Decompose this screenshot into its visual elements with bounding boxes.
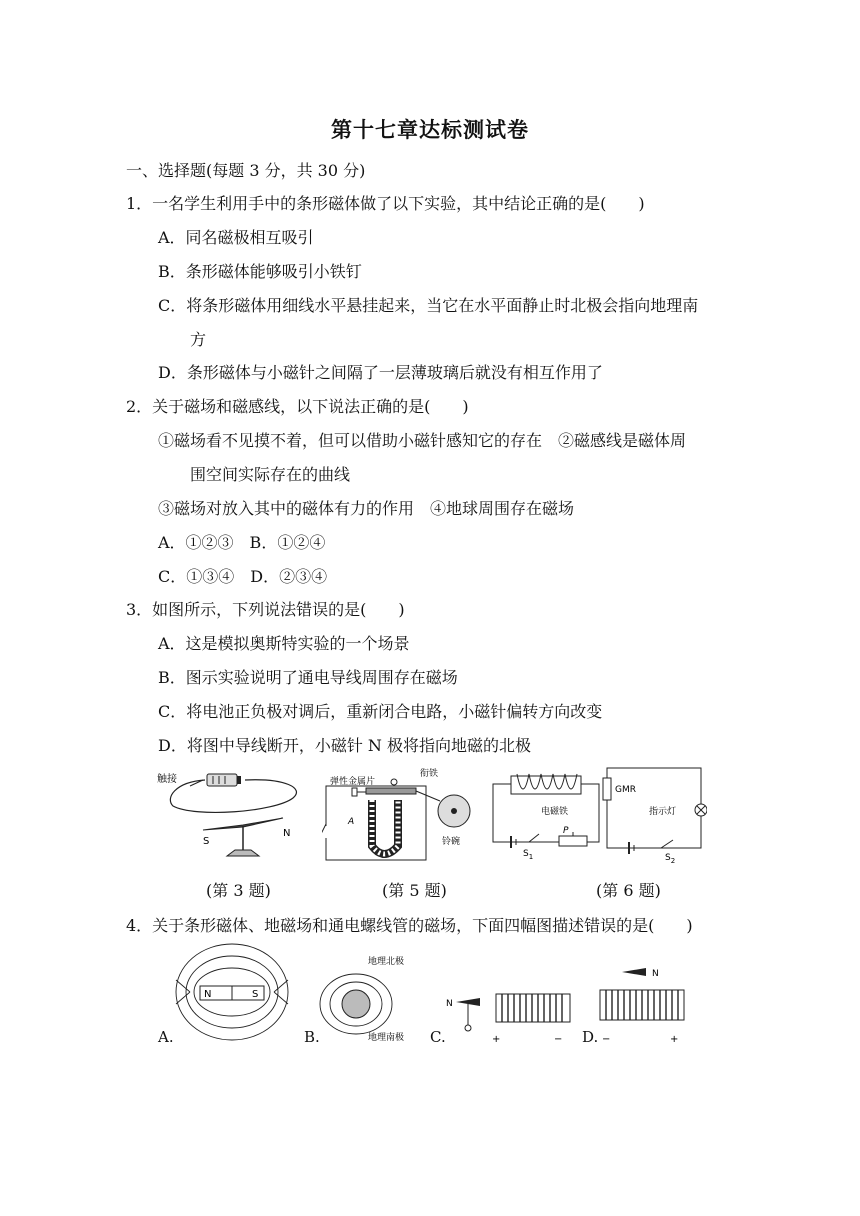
q4c-n-label: N (446, 999, 453, 1009)
q1-option-c-cont: 方 (190, 330, 207, 349)
q4d-minus-label: − (602, 1034, 611, 1045)
fig6-electromagnet-label: 电磁铁 (541, 807, 569, 817)
q4-figure-d-solenoid (596, 962, 696, 1046)
fig3-n-label: N (283, 828, 291, 839)
figure-q3-oersted (155, 768, 315, 863)
section-heading: 一、选择题(每题 3 分，共 30 分) (126, 161, 366, 180)
q1-option-b: B．条形磁体能够吸引小铁钉 (158, 262, 362, 281)
fig6-s1-label (523, 849, 533, 861)
q1-stem: 1．一名学生利用手中的条形磁体做了以下实验，其中结论正确的是( ) (126, 194, 645, 213)
figure-q5-electric-bell (322, 766, 482, 866)
q3-option-c: C．将电池正负极对调后，重新闭合电路，小磁针偏转方向改变 (158, 702, 603, 721)
figure-q6-gmr-circuit (489, 764, 707, 864)
q2-statement-1: ①磁场看不见摸不着，但可以借助小磁针感知它的存在 ②磁感线是磁体周 (158, 431, 687, 450)
q4a-n-label: N (204, 989, 212, 1000)
fig5-bell-label: 铃碗 (442, 837, 461, 847)
fig6-s2-text: S (665, 853, 671, 863)
q4-figure-a-bar-magnet (172, 940, 292, 1048)
q4-option-c: C. (430, 1028, 446, 1046)
q4b-south-label: 地理南极 (368, 1033, 405, 1043)
q4-stem: 4．关于条形磁体、地磁场和通电螺线管的磁场，下面四幅图描述错误的是( ) (126, 916, 693, 935)
q4c-plus-label: + (492, 1034, 501, 1045)
page-title: 第十七章达标测试卷 (331, 117, 529, 142)
q4d-n-label: N (652, 969, 659, 979)
q3-option-b: B．图示实验说明了通电导线周围存在磁场 (158, 668, 458, 687)
q2-stem: 2．关于磁场和磁感线，以下说法正确的是( ) (126, 397, 469, 416)
q3-option-d: D．将图中导线断开，小磁针 N 极将指向地磁的北极 (158, 736, 532, 755)
q4d-plus-label: + (670, 1034, 679, 1045)
q2-statement-cont: 围空间实际存在的曲线 (190, 465, 351, 484)
q4c-minus-label: − (554, 1034, 563, 1045)
q1-option-c: C．将条形磁体用细线水平悬挂起来，当它在水平面静止时北极会指向地理南 (158, 296, 699, 315)
caption-q6: (第 6 题) (596, 881, 661, 900)
fig6-gmr-label: GMR (615, 785, 636, 795)
fig6-p-label: P (563, 826, 569, 836)
q3-stem: 3．如图所示，下列说法错误的是( ) (126, 600, 405, 619)
fig5-armature-label: 衔铁 (420, 769, 439, 779)
fig6-s1-sub: 1 (528, 853, 534, 861)
fig5-spring-label: 弹性金属片 (330, 777, 376, 787)
fig5-a-label: A (348, 817, 355, 827)
q4-figure-c-solenoid (444, 990, 574, 1046)
fig6-s1-text: S (523, 849, 529, 859)
q1-option-a: A．同名磁极相互吸引 (158, 228, 314, 247)
fig3-s-label: S (203, 836, 210, 847)
q2-options-ab: A．①②③ B．①②④ (158, 533, 326, 552)
q4-option-b: B. (304, 1028, 320, 1046)
q4-option-a: A. (158, 1028, 174, 1046)
fig6-s2-sub: 2 (670, 857, 676, 864)
fig6-lamp-label: 指示灯 (649, 807, 677, 817)
caption-q5: (第 5 题) (382, 881, 447, 900)
q4a-s-label: S (252, 989, 259, 1000)
caption-q3: (第 3 题) (206, 881, 271, 900)
q3-option-a: A．这是模拟奥斯特实验的一个场景 (158, 634, 410, 653)
q2-options-cd: C．①③④ D．②③④ (158, 567, 328, 586)
q1-option-d: D．条形磁体与小磁针之间隔了一层薄玻璃后就没有相互作用了 (158, 363, 603, 382)
fig6-s2-label (665, 853, 675, 864)
q4-option-d: D. (582, 1028, 599, 1046)
q4-figure-b-earth-field (318, 956, 428, 1046)
fig3-touch-label: 触接 (157, 774, 177, 785)
q2-statement-3: ③磁场对放入其中的磁体有力的作用 ④地球周围存在磁场 (158, 499, 575, 518)
q4b-north-label: 地理北极 (368, 957, 405, 967)
